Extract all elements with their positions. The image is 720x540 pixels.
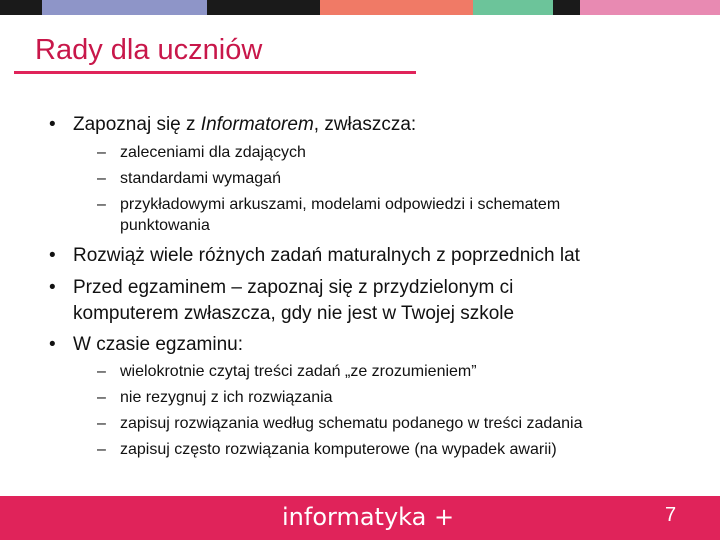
dash-mark: – <box>97 144 106 161</box>
bullet-text: Rozwiąż wiele różnych zadań maturalnych z poprzednich lat <box>73 245 580 266</box>
dash-mark: – <box>97 389 106 406</box>
bullet-text <box>73 114 416 136</box>
sub-bullet-text: zaleceniami dla zdających <box>120 144 306 161</box>
bullet-mark: • <box>49 114 56 135</box>
page-number: 7 <box>665 504 677 526</box>
color-bar-segment <box>320 0 473 15</box>
sub-bullet-text: zapisuj często rozwiązania komputerowe (na wypadek awarii) <box>120 441 557 458</box>
dash-mark: – <box>97 363 106 380</box>
sub-bullet-text: zapisuj rozwiązania według schematu podanego w treści zadania <box>120 415 583 432</box>
color-bar-segment <box>473 0 553 15</box>
sub-bullet-text: nie rezygnuj z ich rozwiązania <box>120 389 333 406</box>
title-underline <box>14 71 416 74</box>
sub-bullet-text: wielokrotnie czytaj treści zadań „ze zrozumieniem” <box>120 363 477 380</box>
bullet-text: W czasie egzaminu: <box>73 334 244 355</box>
bullet-text-emphasis: Informatorem <box>200 114 314 135</box>
bullet-text: Przed egzaminem – zapoznaj się z przydzielonym ci <box>73 277 514 298</box>
color-bar-segment <box>42 0 207 15</box>
bullet-mark: • <box>49 245 56 266</box>
top-color-bar <box>0 0 720 15</box>
dash-mark: – <box>97 441 106 458</box>
sub-bullet-text-line2: punktowania <box>120 217 210 234</box>
sub-bullet-text: standardami wymagań <box>120 170 281 187</box>
brand-name: informatyka + <box>282 503 455 531</box>
dash-mark: – <box>97 196 106 213</box>
color-bar-segment <box>207 0 320 15</box>
color-bar-segment <box>580 0 720 15</box>
slide-title: Rady dla uczniów <box>35 34 263 66</box>
bullet-text-part: Zapoznaj się z <box>73 114 201 135</box>
dash-mark: – <box>97 415 106 432</box>
sub-bullet-text: przykładowymi arkuszami, modelami odpowiedzi i schematem <box>120 196 561 213</box>
dash-mark: – <box>97 170 106 187</box>
bullet-mark: • <box>49 334 56 355</box>
bullet-mark: • <box>49 277 56 298</box>
footer-bar <box>0 496 720 540</box>
color-bar-segment <box>0 0 42 15</box>
color-bar-segment <box>553 0 580 15</box>
bullet-text-part: , zwłaszcza: <box>313 114 417 135</box>
bullet-text-line2: komputerem zwłaszcza, gdy nie jest w Twojej szkole <box>73 303 515 324</box>
